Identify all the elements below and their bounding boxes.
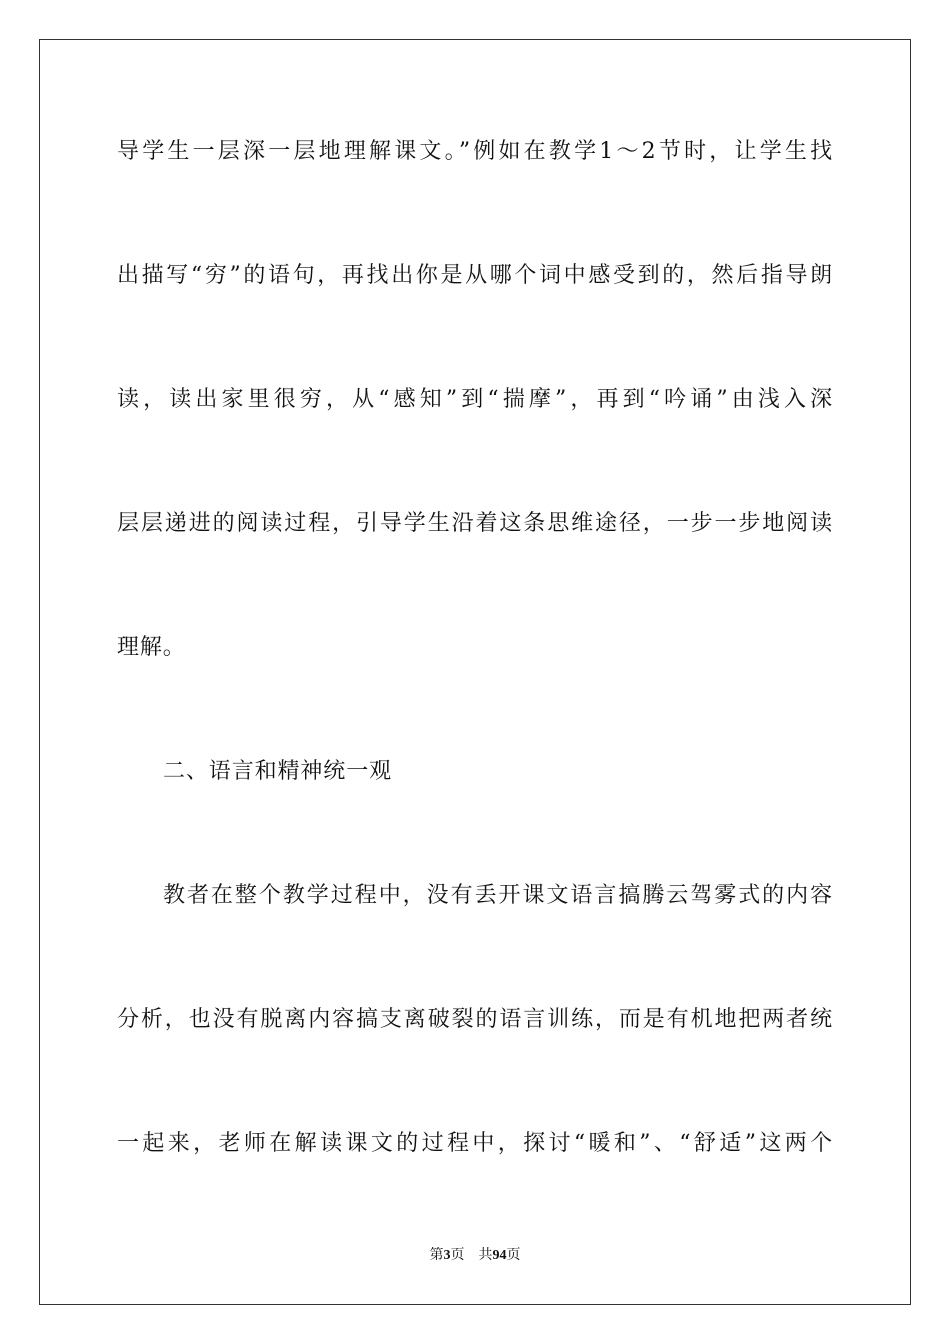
page-current: 3 (443, 1248, 451, 1263)
text-line: 理解。 (117, 635, 186, 660)
text-line: 教者在整个教学过程中，没有丢开课文语言搞腾云驾雾式的内容 (163, 883, 833, 908)
text-line: 导学生一层深一层地理解课文。”例如在教学1～2节时，让学生找 (117, 139, 833, 164)
text-line: 出描写“穷”的语句，再找出你是从哪个词中感受到的，然后指导朗 (117, 263, 833, 288)
section-heading: 二、语言和精神统一观 (163, 759, 393, 784)
page-frame (39, 39, 911, 1305)
page-footer (0, 1246, 950, 1266)
page-prefix: 第 (429, 1248, 444, 1263)
total-suffix: 页 (506, 1248, 521, 1263)
text-line: 分析，也没有脱离内容搞支离破裂的语言训练，而是有机地把两者统 (117, 1007, 833, 1032)
text-line: 层层递进的阅读过程，引导学生沿着这条思维途径，一步一步地阅读 (117, 511, 833, 536)
page-suffix: 页 (450, 1248, 465, 1263)
text-line: 一起来，老师在解读课文的过程中，探讨“暖和”、“舒适”这两个 (117, 1131, 833, 1156)
page-total: 94 (492, 1248, 507, 1263)
total-prefix: 共 (478, 1248, 493, 1263)
text-line: 读，读出家里很穷，从“感知”到“揣摩”，再到“吟诵”由浅入深 (117, 387, 833, 412)
